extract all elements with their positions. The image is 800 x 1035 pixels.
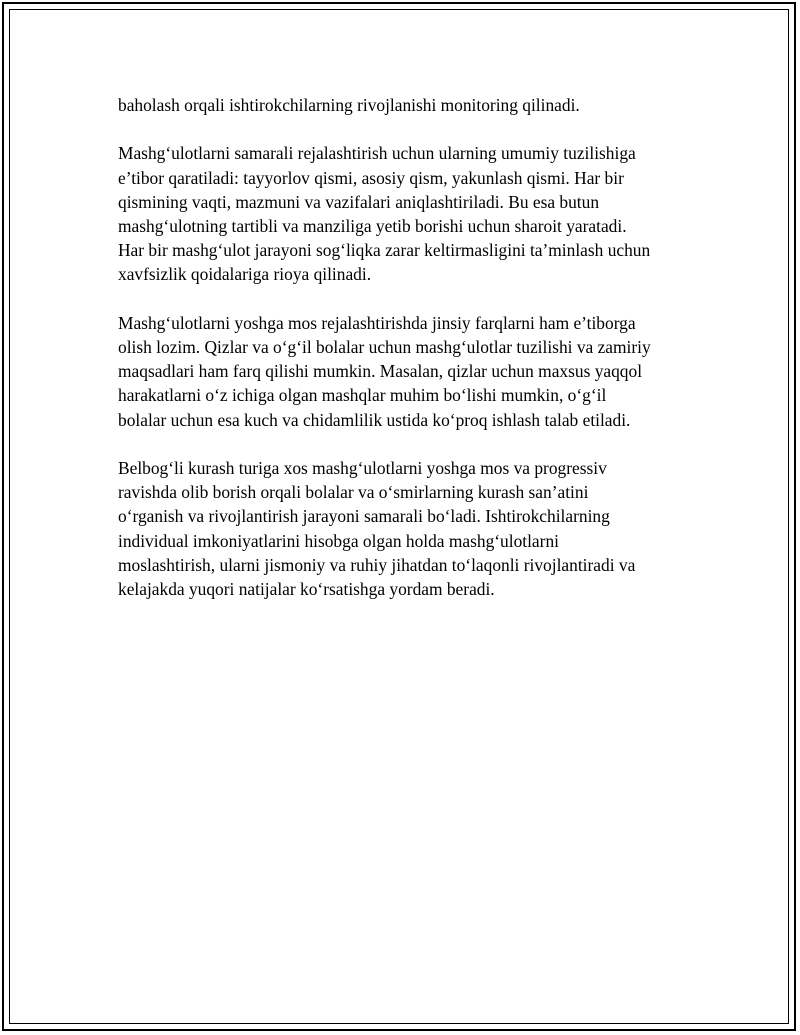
- paragraph-2: Mashg‘ulotlarni samarali rejalashtirish uchun ularning umumiy tuzilishiga e’tibor qaratiladi: tayyorlov qismi, asosiy qism, yakunlash qismi. Har bir qismining vaqti, mazmuni va vazifalari aniqlashtiriladi. Bu esa butun mashg‘ulotning tartibli va manziliga yetib borishi uchun sharoit yaratadi. Har bir mashg‘ulot jarayoni sog‘liqka zarar keltirmasligini ta’minlash uchun xavfsizlik qoidalariga rioya qilinadi.: [118, 143, 651, 285]
- paragraph-3: Mashg‘ulotlarni yoshga mos rejalashtirishda jinsiy farqlarni ham e’tiborga olish lozim. Qizlar va o‘g‘il bolalar uchun mashg‘ulotlar tuzilishi va zamiriy maqsadlari ham farq qilishi mumkin. Masalan, qizlar uchun maxsus yaqqol harakatlarni o‘z ichiga olgan mashqlar muhim bo‘lishi mumkin, o‘g‘il bolalar uchun esa kuch va chidamlilik ustida ko‘proq ishlash talab etiladi.: [118, 312, 651, 430]
- paragraph-4: Belbog‘li kurash turiga xos mashg‘ulotlarni yoshga mos va progressiv ravishda olib borish orqali bolalar va o‘smirlarning kurash san’atini o‘rganish va rivojlantirish jarayoni samarali bo‘ladi. Ishtirokchilarning individual imkoniyatlarini hisobga olgan holda mashg‘ulotlarni moslashtirish, ularni jismoniy va ruhiy jihatdan to‘laqonli rivojlantiradi va kelajakda yuqori natijalar ko‘rsatishga yordam beradi.: [118, 458, 636, 600]
- paragraph-1: baholash orqali ishtirokchilarning rivojlanishi monitoring qilinadi.: [118, 95, 580, 115]
- document-body: [118, 93, 688, 625]
